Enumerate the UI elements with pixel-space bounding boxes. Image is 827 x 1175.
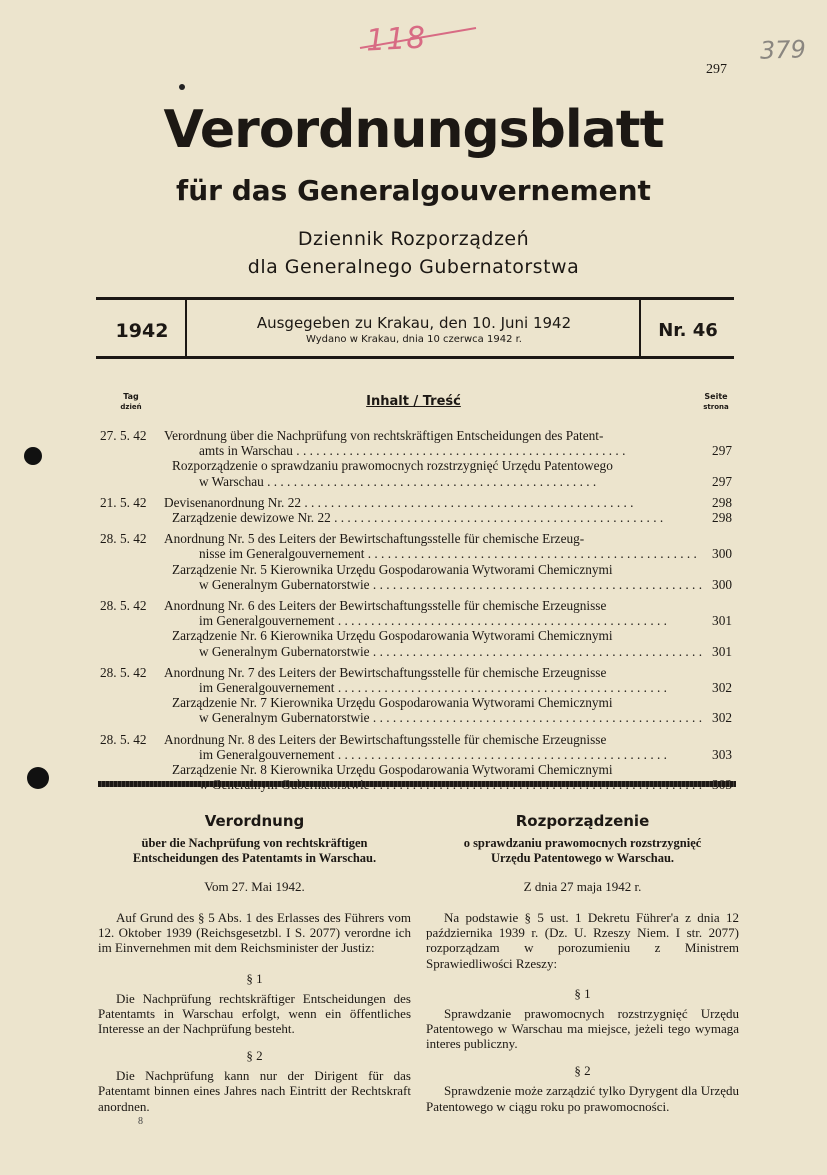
toc-line-text xyxy=(164,495,706,510)
polish-decree-subheading xyxy=(426,836,739,866)
toc-page-ref: 298 xyxy=(712,494,732,510)
german-section-1-mark: § 1 xyxy=(246,970,263,986)
toc-title: im Generalgouvernement xyxy=(199,613,335,629)
toc-entry-date: 28. 5. 42 xyxy=(100,731,147,747)
handwritten-archive-number: 379 xyxy=(759,35,807,65)
toc-line-text xyxy=(199,747,706,762)
toc-line xyxy=(164,747,732,762)
toc-page-ref: 297 xyxy=(712,443,732,459)
toc-line-text xyxy=(172,458,706,473)
leader-dots xyxy=(331,510,663,525)
polish-subheading-line1: o sprawdzaniu prawomocnych rozstrzygnięć xyxy=(463,836,702,850)
leader-dots xyxy=(335,613,667,628)
toc-title: Anordnung Nr. 6 des Leiters der Bewirtschaftungsstelle für chemische Erzeugnisse xyxy=(164,598,607,614)
toc-page-ref: 298 xyxy=(712,510,732,526)
german-section-1-text: Die Nachprüfung rechtskräftiger Entscheidungen des Patentamts in Warschau erfolgt, wenn ein öffentliches Interesse an der Nachprüfung besteht. xyxy=(98,990,411,1037)
toc-line xyxy=(164,546,732,561)
toc-line xyxy=(164,495,732,510)
toc-entry xyxy=(100,495,732,525)
toc-entry xyxy=(100,598,732,659)
german-decree-column xyxy=(98,812,411,1114)
toc-title: Rozporządzenie o sprawdzaniu prawomocnych rozstrzygnięć Urzędu Patentowego xyxy=(172,458,613,474)
toc-line-text xyxy=(199,680,706,695)
toc-page-ref: 301 xyxy=(712,613,732,629)
toc-line-text xyxy=(199,546,706,561)
toc-line-text xyxy=(164,732,706,747)
issue-number: Nr. 46 xyxy=(658,320,718,341)
toc-line-text xyxy=(199,443,706,458)
toc-line xyxy=(164,474,732,489)
toc-entry-date: 28. 5. 42 xyxy=(100,664,147,680)
polish-preamble: Na podstawie § 5 ust. 1 Dekretu Führer'a z dnia 12 października 1939 r. (Dz. U. Rzeszy Niem. I str. 2077) rozporządzam w porozumieniu z Ministrem Sprawiedliwości Rzeszy: xyxy=(426,910,739,971)
issue-year: 1942 xyxy=(115,320,169,342)
toc-title: Zarządzenie Nr. 5 Kierownika Urzędu Gospodarowania Wytworami Chemicznymi xyxy=(172,561,613,577)
toc-line xyxy=(164,531,732,546)
polish-decree-heading: Rozporządzenie xyxy=(515,812,650,830)
toc-line-text xyxy=(199,577,706,592)
german-section-2-text: Die Nachprüfung kann nur der Dirigent für das Patentamt binnen eines Jahres nach Eintritt der Rechtskraft anordnen. xyxy=(98,1068,411,1114)
toc-line xyxy=(164,644,732,659)
german-decree-heading: Verordnung xyxy=(204,812,305,830)
toc-line-text xyxy=(172,762,706,777)
leader-dots xyxy=(264,474,596,489)
toc-title: Zarządzenie Nr. 7 Kierownika Urzędu Gospodarowania Wytworami Chemicznymi xyxy=(172,695,613,711)
toc-title: Zarządzenie Nr. 8 Kierownika Urzędu Gospodarowania Wytworami Chemicznymi xyxy=(172,762,613,778)
toc-title: w Generalnym Gubernatorstwie xyxy=(199,710,370,726)
toc-line xyxy=(172,458,732,473)
toc-line-text xyxy=(199,474,706,489)
toc-line xyxy=(164,613,732,628)
polish-section-1-text: Sprawdzanie prawomocnych rozstrzygnięć Urzędu Patentowego w Warschau ma miejsce, jeżeli tego wymaga interes publiczny. xyxy=(426,1005,739,1052)
polish-section-1-mark: § 1 xyxy=(574,985,591,1001)
german-section-2-mark: § 2 xyxy=(246,1048,263,1064)
toc-title: Anordnung Nr. 7 des Leiters der Bewirtschaftungsstelle für chemische Erzeugnisse xyxy=(164,664,607,680)
toc-line xyxy=(164,443,732,458)
toc-page-label-pl: strona xyxy=(703,403,729,411)
toc-line xyxy=(172,628,732,643)
toc-title: Devisenanordnung Nr. 22 xyxy=(164,494,302,510)
german-decree-subheading xyxy=(98,836,411,866)
toc-entry-date: 27. 5. 42 xyxy=(100,428,147,443)
toc-title: nisse im Generalgouvernement xyxy=(199,546,365,562)
toc-title: w Warschau xyxy=(199,473,264,489)
table-of-contents xyxy=(100,428,732,798)
leader-dots xyxy=(293,443,625,458)
leader-dots xyxy=(335,747,667,762)
toc-entry-date: 28. 5. 42 xyxy=(100,531,147,547)
polish-decree-date: Z dnia 27 maja 1942 r. xyxy=(523,879,642,894)
toc-day-label: Tag xyxy=(123,392,139,401)
toc-line xyxy=(164,665,732,680)
polish-title-line1: Dziennik Rozporządzeń xyxy=(297,228,530,250)
toc-title: w Generalnym Gubernatorstwie xyxy=(199,576,370,592)
toc-line-text xyxy=(172,695,706,710)
toc-line xyxy=(164,577,732,592)
toc-title: im Generalgouvernement xyxy=(199,746,335,762)
punch-hole xyxy=(27,767,49,789)
page-number: 297 xyxy=(706,62,727,77)
toc-entry-date: 28. 5. 42 xyxy=(100,598,147,614)
toc-line-text xyxy=(199,710,706,725)
leader-dots xyxy=(335,680,667,695)
toc-line xyxy=(172,562,732,577)
issue-date-german: Ausgegeben zu Krakau, den 10. Juni 1942 xyxy=(256,314,572,332)
toc-line-text xyxy=(164,428,706,443)
handwritten-number: 118 xyxy=(365,20,428,59)
toc-page-ref: 300 xyxy=(712,576,732,592)
punch-hole xyxy=(24,447,42,465)
gazette-title: Verordnungsblatt xyxy=(163,100,664,160)
toc-line-text xyxy=(199,613,706,628)
polish-subheading-line2: Urzędu Patentowego w Warschau. xyxy=(490,851,675,865)
toc-page-ref: 300 xyxy=(712,546,732,562)
polish-decree-column xyxy=(426,812,739,1114)
toc-line xyxy=(172,510,732,525)
section-divider xyxy=(98,781,736,787)
german-subheading-line2: Entscheidungen des Patentamts in Warschau. xyxy=(132,851,377,865)
german-decree-date: Vom 27. Mai 1942. xyxy=(204,879,305,894)
leader-dots xyxy=(370,577,702,592)
toc-page-ref: 302 xyxy=(712,710,732,726)
polish-section-2-mark: § 2 xyxy=(574,1063,591,1079)
toc-title: w Generalnym Gubernatorstwie xyxy=(199,643,370,659)
toc-entry xyxy=(100,531,732,592)
toc-page-header xyxy=(698,391,734,413)
toc-line-text xyxy=(172,510,706,525)
toc-line xyxy=(164,732,732,747)
toc-line xyxy=(164,598,732,613)
toc-page-ref: 303 xyxy=(712,746,732,762)
toc-line xyxy=(172,695,732,710)
toc-page-ref: 297 xyxy=(712,473,732,489)
toc-line-text xyxy=(164,598,706,613)
toc-day-label-pl: dzień xyxy=(120,403,142,411)
leader-dots xyxy=(364,546,696,561)
toc-line-text xyxy=(172,628,706,643)
toc-entry xyxy=(100,428,732,489)
toc-line xyxy=(164,428,732,443)
leader-dots xyxy=(301,495,633,510)
toc-title: im Generalgouvernement xyxy=(199,680,335,696)
toc-entry xyxy=(100,665,732,726)
issue-bar-bottom-rule xyxy=(96,356,734,359)
toc-title: Anordnung Nr. 8 des Leiters der Bewirtschaftungsstelle für chemische Erzeugnisse xyxy=(164,731,607,747)
toc-title: Anordnung Nr. 5 des Leiters der Bewirtschaftungsstelle für chemische Erzeug- xyxy=(164,531,585,547)
issue-date-polish: Wydano w Krakau, dnia 10 czerwca 1942 r. xyxy=(305,334,522,345)
toc-page-label: Seite xyxy=(704,392,728,401)
polish-section-2-text: Sprawdzenie może zarządzić tylko Dyrygent dla Urzędu Patentowego w ciągu roku po prawomocności. xyxy=(426,1083,739,1114)
leader-dots xyxy=(370,710,702,725)
toc-heading: Inhalt / Treść xyxy=(366,394,461,409)
toc-title: Zarządzenie dewizowe Nr. 22 xyxy=(172,510,331,526)
toc-title: Zarządzenie Nr. 6 Kierownika Urzędu Gospodarowania Wytworami Chemicznymi xyxy=(172,628,613,644)
toc-title: amts in Warschau xyxy=(199,443,293,459)
toc-entry-date: 21. 5. 42 xyxy=(100,494,147,510)
toc-line-text xyxy=(164,665,706,680)
toc-page-ref: 302 xyxy=(712,680,732,696)
german-preamble: Auf Grund des § 5 Abs. 1 des Erlasses des Führers vom 12. Oktober 1939 (Reichsgesetzbl. I S. 2077) verordne ich im Einvernehmen mit dem Reichsminister der Justiz: xyxy=(98,910,411,956)
polish-title-line2: dla Generalnego Gubernatorstwa xyxy=(247,256,580,278)
toc-line xyxy=(164,680,732,695)
footer-mark: 8 xyxy=(138,1116,143,1127)
toc-line-text xyxy=(199,644,706,659)
toc-line-text xyxy=(164,531,706,546)
gazette-subtitle: für das Generalgouvernement xyxy=(176,174,651,207)
german-subheading-line1: über die Nachprüfung von rechtskräftigen xyxy=(141,836,368,850)
toc-line-text xyxy=(172,562,706,577)
toc-line xyxy=(164,710,732,725)
toc-page-ref: 301 xyxy=(712,643,732,659)
ink-dot xyxy=(179,84,185,90)
leader-dots xyxy=(370,644,702,659)
toc-line xyxy=(172,762,732,777)
toc-title: Verordnung über die Nachprüfung von rechtskräftigen Entscheidungen des Patent- xyxy=(164,428,604,443)
